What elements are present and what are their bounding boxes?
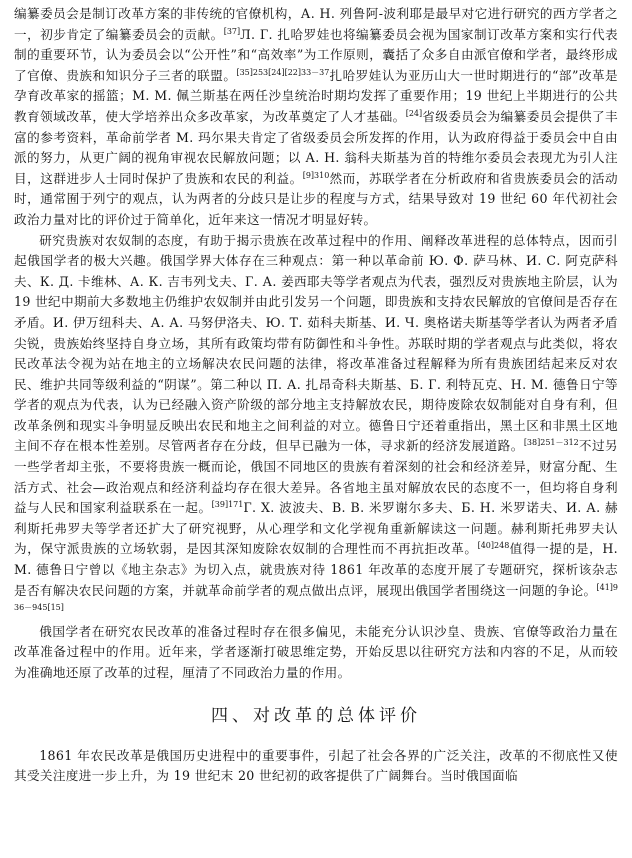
- text-run: 值得一提的是，Н. М. 德鲁日宁曾以《地主杂志》为切入点，就贵族对待 1861 年改革的态度开展了专题研究，探析该杂志是否有解决农民问题的方案，并就革命前学者的观点做出点评，展现出俄国学者围绕这一问题的争论。: [14, 541, 619, 598]
- text-run: 1861 年农民改革是俄国历史进程中的重要事件，引起了社会各界的广泛关注，改革的不彻底性又使其受关注度进一步上升，为 19 世纪末 20 世纪初的政客提供了广阔舞台。当时俄国面临: [14, 747, 618, 784]
- citation-ref: [38]251－312: [523, 438, 579, 448]
- text-run: 省级委员会为编纂委员会提供了丰富的参考资料，革命前学者 М. 玛尔果夫肯定了省级委员会所发挥的作用，认为政府得益于委员会中自由派的努力，从更广阔的视角审视农民解放问题；以 А. Н. 翁科夫斯基为首的特维尔委员会表现尤为引人注目，这群进步人士同时保护了贵族和农民的利益。: [14, 108, 618, 186]
- section-heading: 四、对改革的总体评价: [211, 705, 421, 726]
- citation-ref: [9]310: [302, 170, 330, 180]
- closing-paragraph: [14, 746, 618, 787]
- text-run: 编纂委员会是制订改革方案的非传统的官僚机构，А. Н. 列鲁阿-波利耶是最早对它进行研究的西方学者之一，初步肯定了编纂委员会的贡献。: [14, 6, 618, 42]
- text-run: 然而，苏联学者在分析政府和省贵族委员会的活动时，通常囿于列宁的观点，认为两者的分歧只是让步的程度与方式，结果导致对 19 世纪 60 年代初社会政治力量对比的评价过于简单化，近年来这一情况才明显好转。: [14, 170, 619, 227]
- text-run: 扎哈罗娃认为亚历山大一世时期进行的“部”改革是孕育改革家的摇篮；М. М. 佩兰斯基在两任沙皇统治时期均发挥了重要作用；19 世纪上半期进行的公共教育领域改革，使大学培养出众多改革家，为改革奠定了人才基础。: [14, 67, 618, 124]
- text-run: Л. Г. 扎哈罗娃也将编纂委员会视为国家制订改革方案和实行代表制的重要环节，认为委员会以“公开性”和“高效率”为工作原则，囊括了众多自由派官僚和学者，最终形成了官僚、贵族和知识分子三者的联盟。: [14, 26, 618, 83]
- body-paragraph-2: [14, 231, 618, 622]
- citation-ref: [41]936－945[15]: [14, 582, 618, 613]
- citation-ref: [24]: [405, 108, 423, 118]
- text-run: Г. Х. 波波夫、В. В. 米罗谢尔多夫、Б. Н. 米罗诺夫、И. А. 赫利斯托弗罗夫等学者还扩大了研究视野，从心理学和文化学视角重新解读这一问题。赫利斯托弗罗夫认为，保守派贵族的立场软弱，是因其深知废除农奴制的合理性而不再抗拒改革。: [14, 500, 619, 557]
- body-paragraph-1: [14, 4, 618, 231]
- text-run: 研究贵族对农奴制的态度，有助于揭示贵族在改革过程中的作用、阐释改革进程的总体特点，因而引起俄国学者的极大兴趣。俄国学界大体存在三种观点：第一种以革命前 Ю. Ф. 萨马林、И. С. 阿克萨科夫、К. Д. 卡维林、А. К. 吉韦列戈夫、Г. А. 姜西耶夫等学者观点为代表，强烈反对贵族地主阶层，认为 19 世纪中期前大多数地主仍维护农奴制并由此引发另一个问题，即贵族和支持农民解放的官僚间是否存在矛盾。И. 伊万纽科夫、А. А. 马努伊洛夫、Ю. Т. 茹科夫斯基、И. Ч. 奥格诺夫斯基等学者认为两者矛盾尖锐，贵族始终坚持自身立场，其所有政策均带有防御性和斗争性。苏联时期的学者观点与此类似，将农民改革法令视为站在地主的立场解决农民问题的法律，将改革准备过程解释为所有贵族团结起来反对农民、维护共同等级利益的“阴谋”。第二种以 П. А. 扎昂奇科夫斯基、Б. Г. 利特瓦克、Н. М. 德鲁日宁等学者的观点为代表，认为已经融入资产阶级的部分地主支持解放农民，期待废除农奴制能对自身有利，但改革条例和现实斗争明显反映出农民和地主之间利益的对立。德鲁日宁还着重指出，黑土区和非黑土区地主间不存在根本性差别。尽管两者存在分歧，但早已融为一体，寻求新的经济发展道路。: [14, 232, 618, 454]
- citation-ref: [39]171: [211, 500, 244, 510]
- citation-ref: [37]: [223, 26, 241, 36]
- citation-ref: [35]253[24][22]33－37: [236, 67, 330, 77]
- text-run: 俄国学者在研究农民改革的准备过程时存在很多偏见，未能充分认识沙皇、贵族、官僚等政治力量在改革准备过程中的作用。近年来，学者逐渐打破思维定势，开始反思以往研究方法和内容的不足，从而较为准确地还原了改革的过程，厘清了不同政治力量的作用。: [14, 623, 618, 680]
- body-paragraph-3: [14, 622, 618, 684]
- citation-ref: [40]248: [477, 541, 510, 551]
- text-run: 不过另一些学者却主张，不要将贵族一概而论，俄国不同地区的贵族有着深刻的社会和经济差异，财富分配、生活方式、社会—政治观点和经济利益均存在很大差异。各省地主虽对解放农民的态度不一，但均将自身利益与人民和国家利益联系在一起。: [14, 438, 618, 516]
